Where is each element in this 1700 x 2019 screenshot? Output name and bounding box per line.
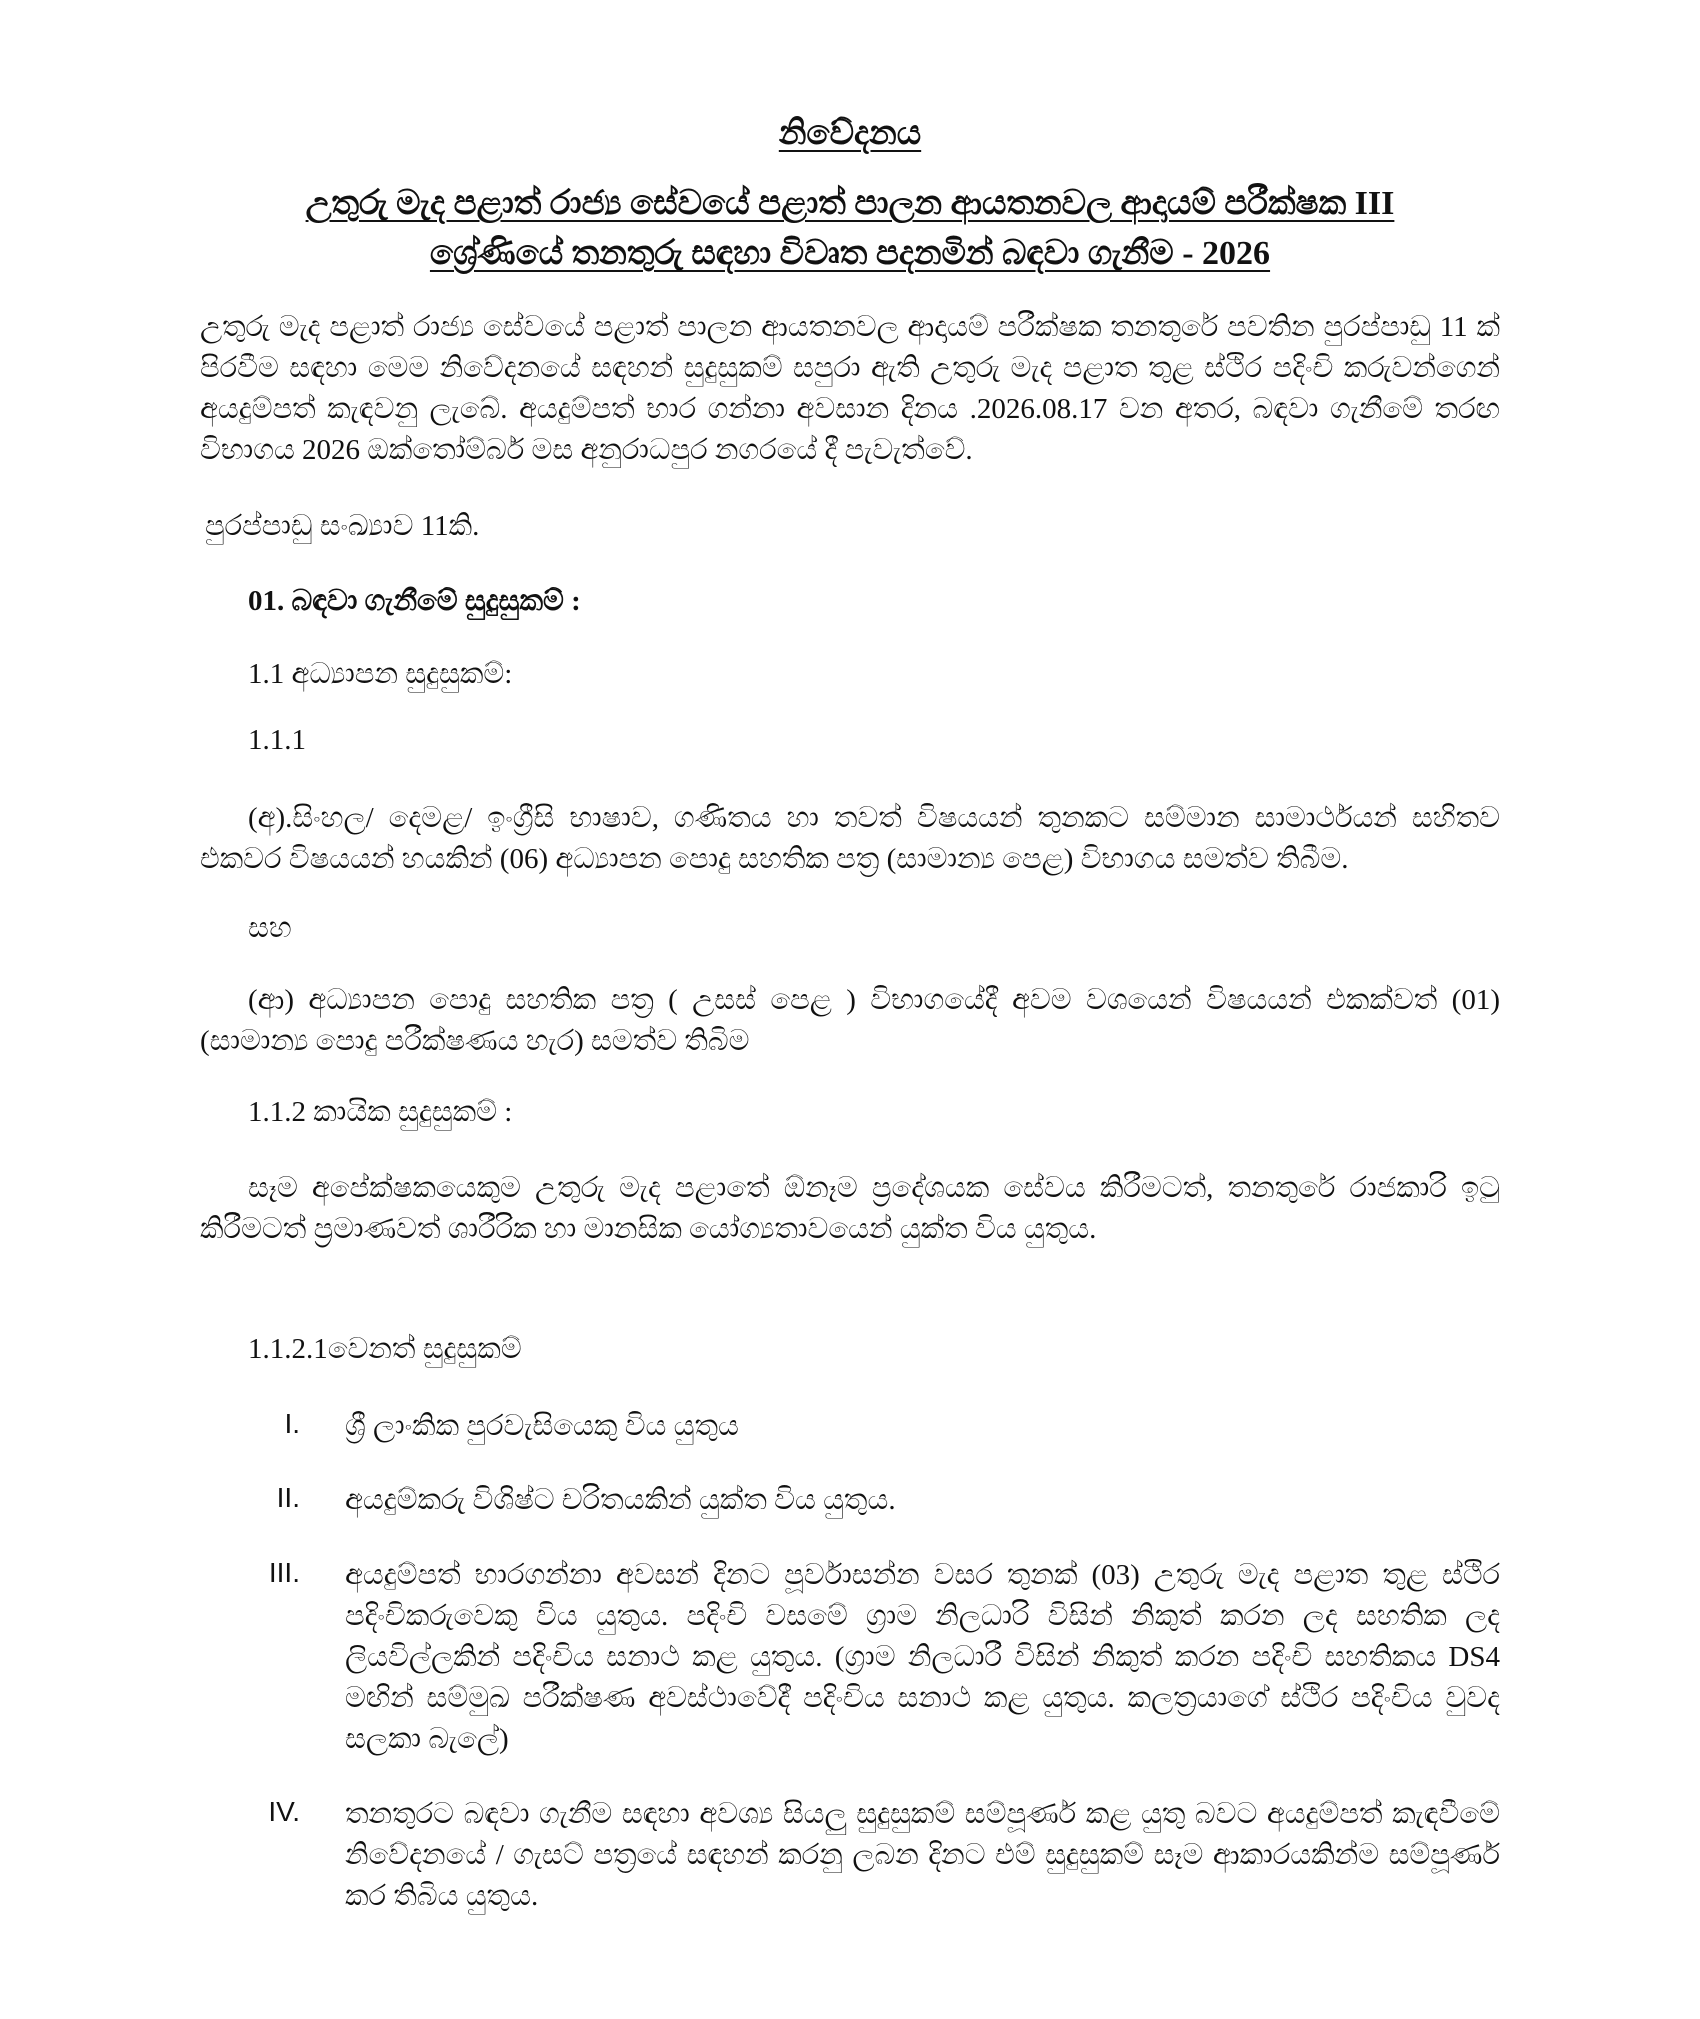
list-item: අයදුම්කරු විශිෂ්ට චරිතයකින් යුක්ත විය යුතුය. [345,1484,896,1516]
list-item-number: I. [284,1408,300,1439]
list-item: අයදුම්පත් භාරගන්නා අවසන් දිනට පූර්වාසන්න වසර තුනක් (03) උතුරු මැද පළාත තුළ ස්ථිර පදිංචිකරුවෙකු විය යුතුය. පදිංචි වසමේ ග්‍රාම නිලධාරි විසින් නිකුත් කරන ලද සහතික ලද ලියවිල්ලකින් පදිංචිය සනාථ කළ යුතුය. (ග්‍රාම නිලධාරී විසින් නිකුත් කරන පදිංචි සහතිකය DS4 මඟින් සම්මුඛ පරීක්ෂණ අවස්ථාවේදී පදිංචිය සනාථ කළ යුතුය. කලත්‍රයාගේ ස්ථිර පදිංචිය වුවද සලකා බැලේ) [345,1559,1500,1755]
section-1-1-2-1-heading: 1.1.2.1වෙනත් සුදුසුකම් [248,1333,522,1365]
section-01-text: 01. බඳවා ගැනීමේ සුදුසුකම් : [248,585,581,617]
qualification-aa: (ආ) අධ්‍යාපන පොදු සහතික පත්‍ර ( උසස් පෙළ ) විභාගයේදී අවම වශයෙන් විෂයයන් එකක්වත් (01) (සාමාන්‍ය පොදු පරීක්ෂණය හැර) සමත්ව තිබිම [200,984,1500,1057]
vacancy-count: පුරප්පාඩු සංඛ්‍යාව 11කි. [205,510,480,542]
and-connector: සහ [248,912,292,944]
notice-heading: නිවේදනය [778,115,922,152]
intro-paragraph: උතුරු මැද පළාත් රාජ්‍ය සේවයේ පළාත් පාලන ආයතනවල ආදායම් පරීක්ෂක තනතුරේ පවතින පුරප්පාඩු 11 ක් පිරවීම සඳහා මෙම නිවේදනයේ සඳහන් සුදුසුකම් සපුරා ඇති උතුරු මැද පළාත තුළ ස්ථිර පදිංචි කරුවන්ගෙන් අයදුම්පත් කැඳවනු ලැබේ. අයදුම්පත් භාර ගන්නා අවසාන දිනය .2026.08.17 වන අතර, බඳවා ගැනීමේ තරඟ විභාගය 2026 ඔක්තෝම්බර් මස අනුරාධපුර නගරයේ දී පැවැත්වේ. [200,311,1500,466]
qualification-a: (අ).සිංහල/ දෙමළ/ ඉංග්‍රීසි භාෂාව, ගණිතය හා තවත් විෂයයන් තුනකට සම්මාන සාමාර්ථයන් සහිතව එකවර විෂයයන් හයකින් (06) අධ්‍යාපන පොදු සහතික පත්‍ර (සාමාන්‍ය පෙළ) විභාගය සමත්ව තිබීම. [200,802,1500,875]
section-1-1-heading: 1.1 අධ්‍යාපන සුදුසුකම්: [248,658,513,690]
list-item: ශ්‍රී ලාංකික පුරවැසියෙකු විය යුතුය [345,1410,739,1442]
section-1-1-1-heading: 1.1.1 [248,724,306,756]
physical-requirements: සෑම අපේක්ෂකයෙකුම උතුරු මැද පළාතේ ඕනෑම ප්‍රදේශයක සේවය කිරීමටත්, තනතුරේ රාජකාරි ඉටු කිරීමටත් ප්‍රමාණවත් ශාරීරික හා මානසික යෝග්‍යතාවයෙන් යුක්ත විය යුතුය. [200,1172,1500,1245]
notice-title-line-2: ශ්‍රේණියේ තනතුරු සඳහා විවෘත පදනමින් බඳවා ගැනීම - 2026 [429,235,1271,272]
list-item: තනතුරට බඳවා ගැනීම සඳහා අවශ්‍ය සියලු සුදුසුකම් සම්පූර්ණ කළ යුතු බවට අයදුම්පත් කැඳවීමේ නිවේදනයේ / ගැසට් පත්‍රයේ සඳහන් කරනු ලබන දිනට එම් සුදුසුකම් සෑම ආකාරයකින්ම සම්පූර්ණ කර තිබිය යුතුය. [345,1798,1500,1912]
section-01-heading [248,585,581,618]
section-1-1-2-heading: 1.1.2 කායික සුදුසුකම් : [248,1096,513,1128]
list-item-number: II. [276,1482,300,1513]
list-item-number: IV. [268,1796,300,1827]
list-item-number: III. [268,1557,300,1588]
notice-title-line-1: උතුරු මැද පළාත් රාජ්‍ය සේවයේ පළාත් පාලන ආයතනවල ආදායම් පරීක්ෂක III [305,185,1395,222]
